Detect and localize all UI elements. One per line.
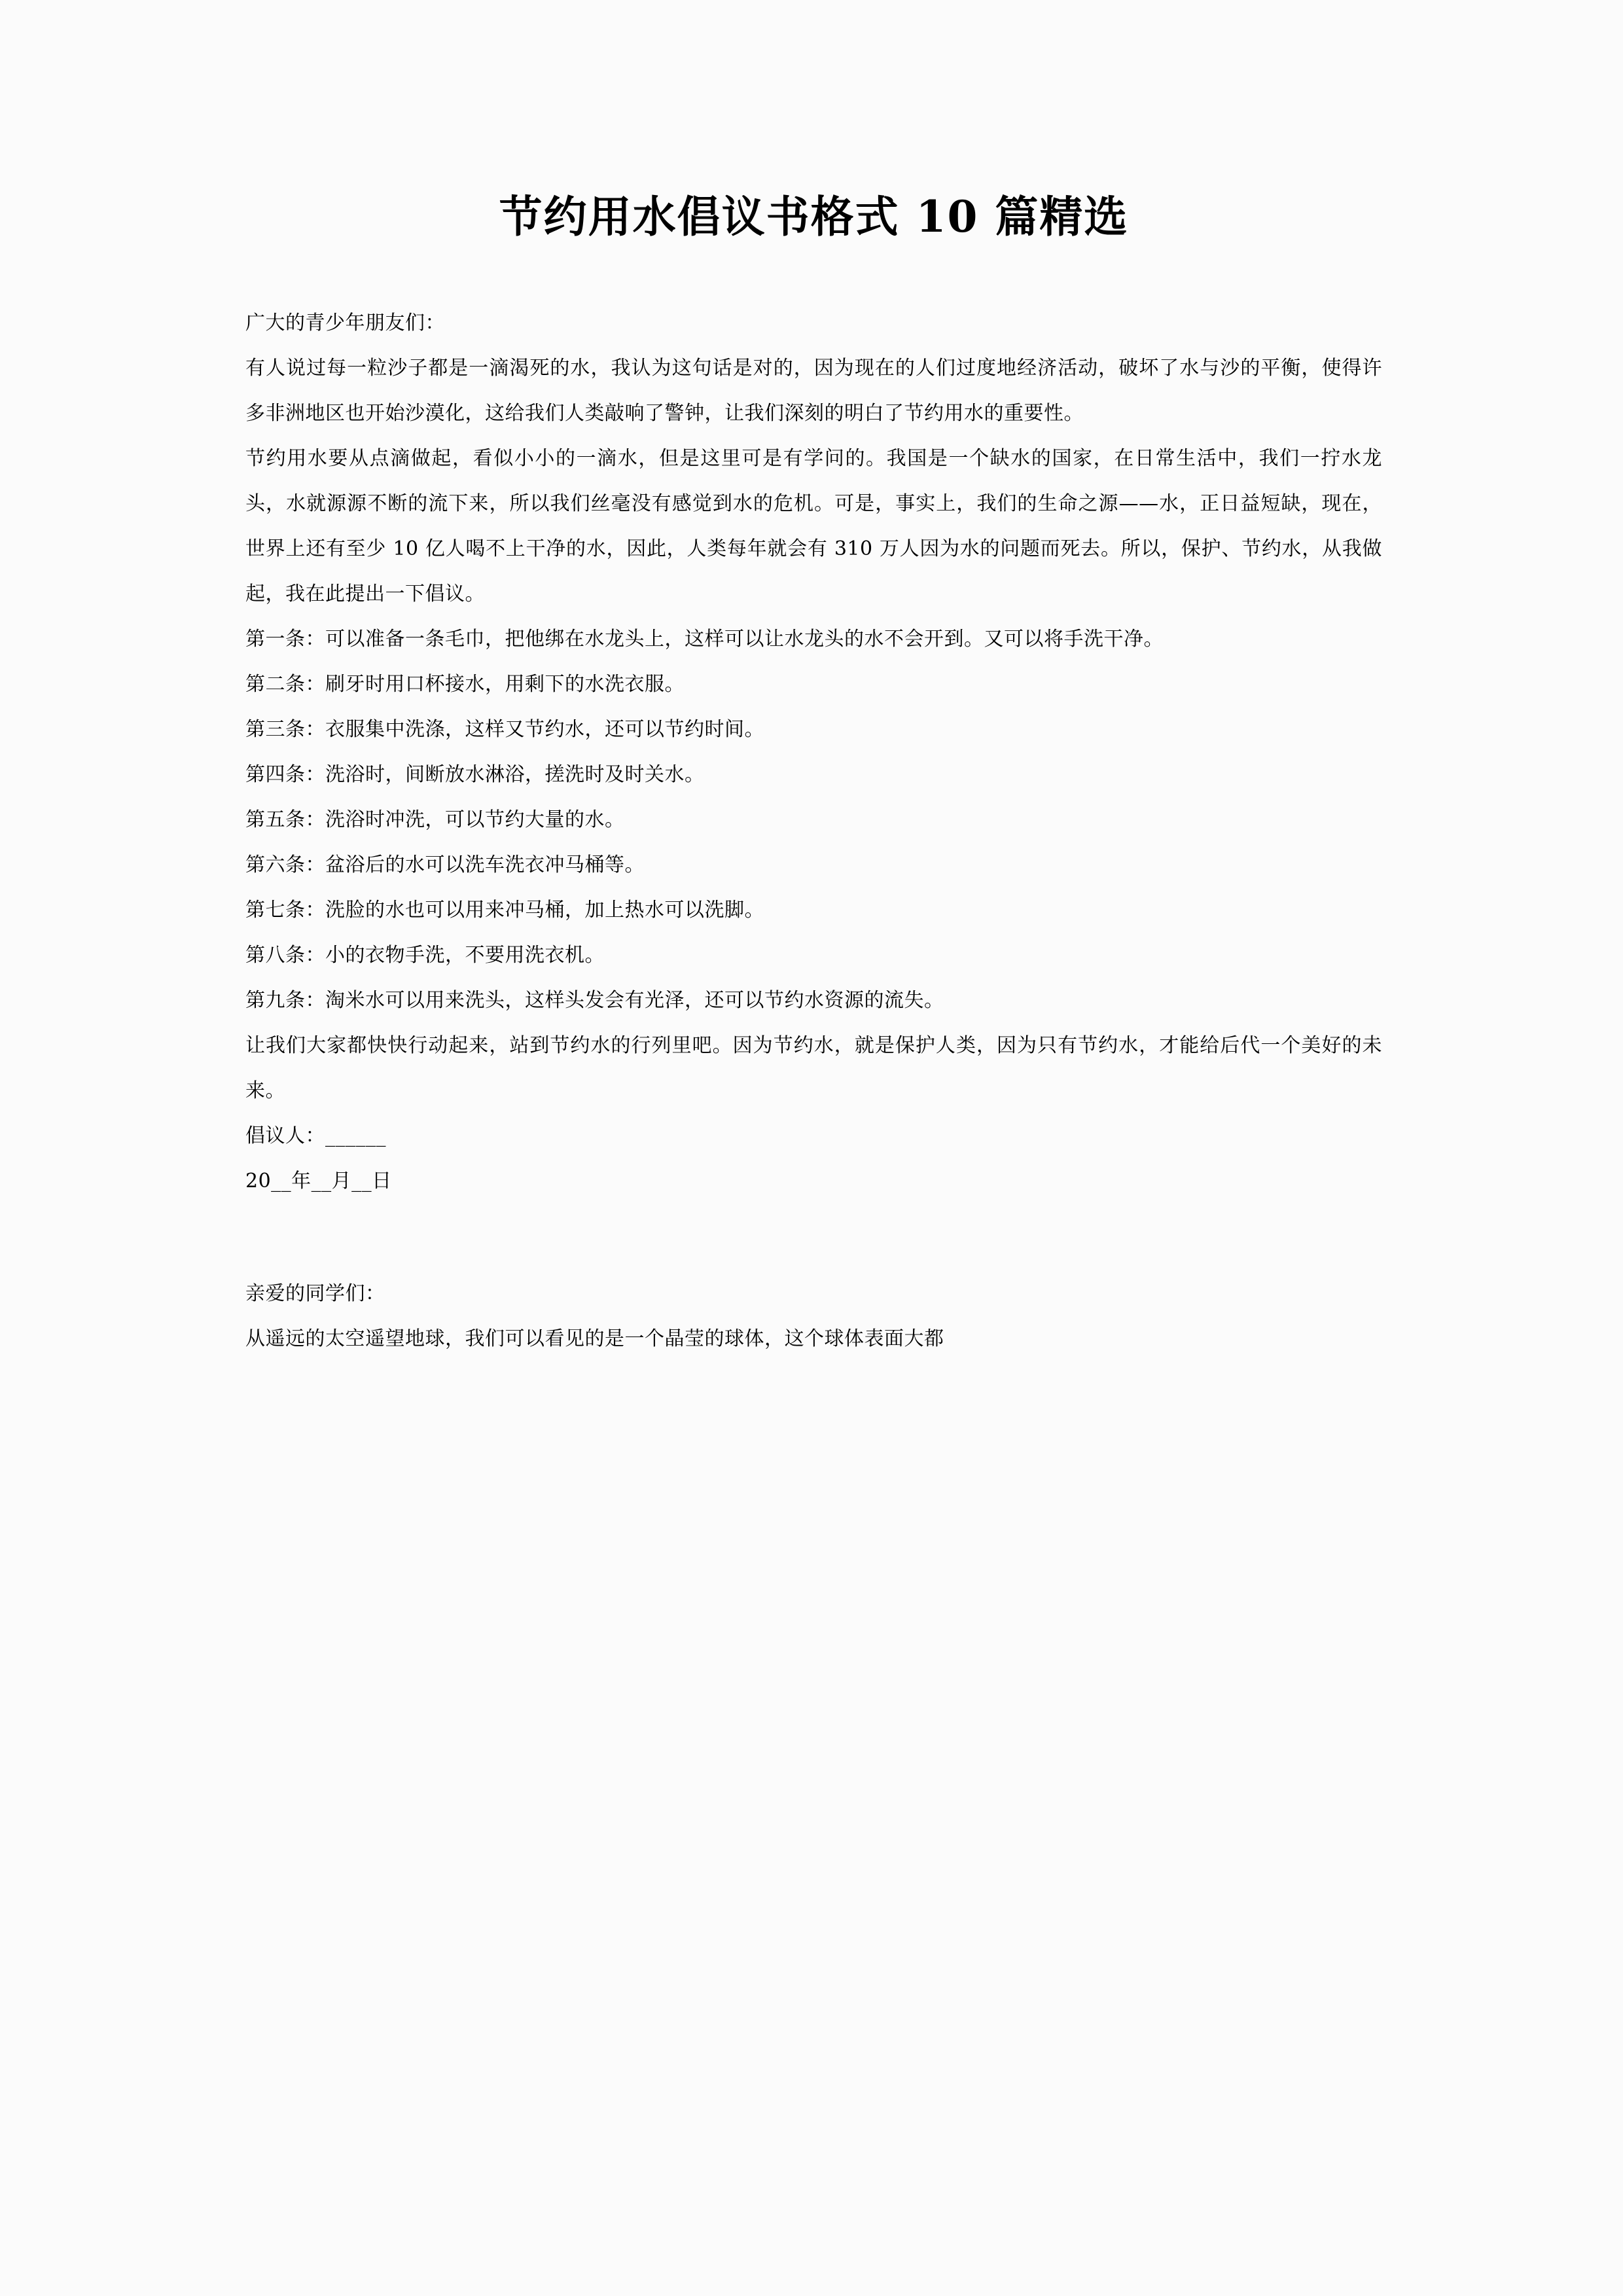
proposal-item: 第二条：刷牙时用口杯接水，用剩下的水洗衣服。 — [245, 672, 685, 696]
proposal-item: 第七条：洗脸的水也可以用来冲马桶，加上热水可以洗脚。 — [245, 898, 764, 922]
page-title: 节约用水倡议书格式 10 篇精选 — [499, 191, 1129, 242]
proposal-item: 第三条：衣服集中洗涤，这样又节约水，还可以节约时间。 — [245, 717, 764, 741]
letter-two-paragraph-1: 从遥远的太空遥望地球，我们可以看见的是一个晶莹的球体，这个球体表面大都 — [245, 1327, 944, 1350]
date-line: 20__年__月__日 — [245, 1169, 392, 1193]
document-content — [245, 0, 1382, 1361]
letter-one-paragraph-2: 节约用水要从点滴做起，看似小小的一滴水，但是这里可是有学问的。我国是一个缺水的国家，在日常生活中，我们一拧水龙头，水就源源不断的流下来，所以我们丝毫没有感觉到水的危机。可是，事实上，我们的生命之源——水，正日益短缺，现在，世界上还有至少 10 亿人喝不上干净的水，因此，人类每年就会有 310 万人因为水的问题而死去。所以，保护、节约水，从我做起，我在此提出一下倡议。 — [245, 446, 1382, 605]
proposal-item: 第六条：盆浴后的水可以洗车洗衣冲马桶等。 — [245, 853, 645, 876]
signer-line: 倡议人：______ — [245, 1124, 386, 1147]
proposal-item: 第一条：可以准备一条毛巾，把他绑在水龙头上，这样可以让水龙头的水不会开到。又可以将手洗干净。 — [245, 627, 1164, 651]
section-spacer — [245, 1249, 1382, 1271]
letter-one-closing-paragraph: 让我们大家都快快行动起来，站到节约水的行列里吧。因为节约水，就是保护人类，因为只有节约水，才能给后代一个美好的未来。 — [245, 1033, 1382, 1102]
letter-one-paragraph-1: 有人说过每一粒沙子都是一滴渴死的水，我认为这句话是对的，因为现在的人们过度地经济活动，破坏了水与沙的平衡，使得许多非洲地区也开始沙漠化，这给我们人类敲响了警钟，让我们深刻的明白了节约用水的重要性。 — [245, 356, 1382, 425]
proposal-item: 第八条：小的衣物手洗，不要用洗衣机。 — [245, 943, 605, 967]
proposal-item: 第五条：洗浴时冲洗，可以节约大量的水。 — [245, 808, 625, 831]
proposal-item: 第四条：洗浴时，间断放水淋浴，搓洗时及时关水。 — [245, 762, 705, 786]
section-spacer — [245, 1204, 1382, 1249]
letter-one-salutation: 广大的青少年朋友们： — [245, 311, 445, 334]
proposal-item: 第九条：淘米水可以用来洗头，这样头发会有光泽，还可以节约水资源的流失。 — [245, 988, 944, 1012]
letter-one-body — [245, 300, 1382, 1361]
letter-two-salutation: 亲爱的同学们： — [245, 1282, 385, 1305]
